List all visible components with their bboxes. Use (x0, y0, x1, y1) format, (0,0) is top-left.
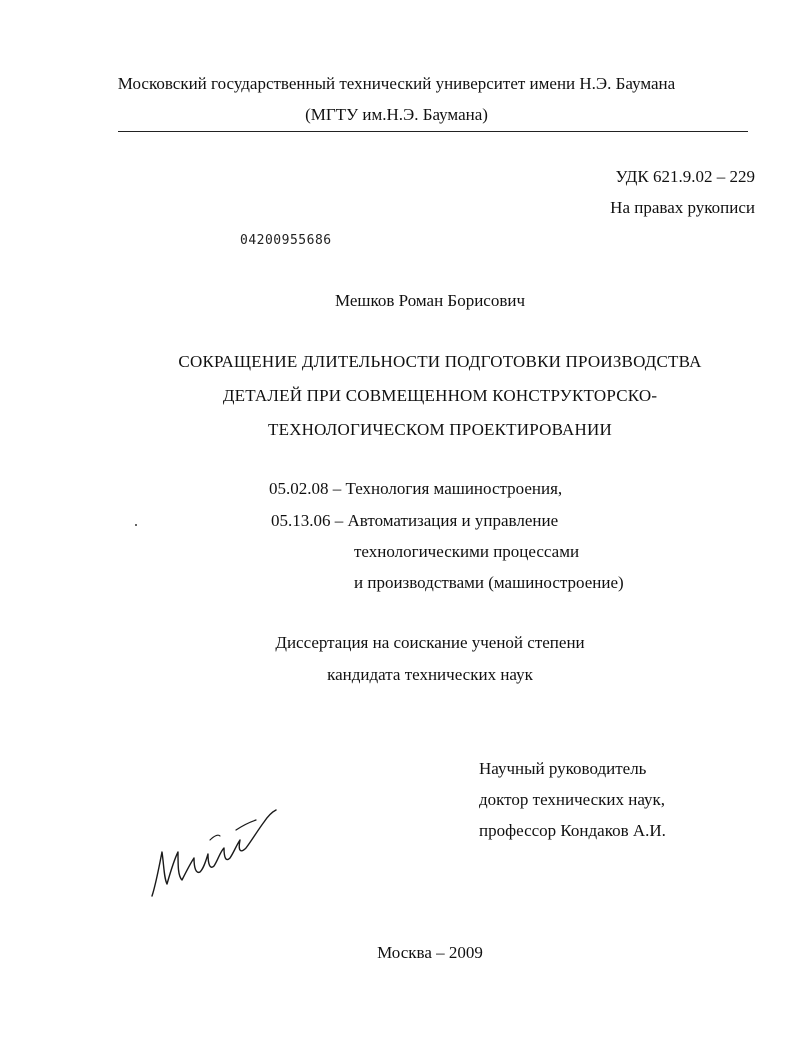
author-signature (140, 800, 290, 905)
specialty-2-continued: технологическими процессами (354, 542, 580, 561)
udc-code: УДК 621.9.02 – 229 (615, 167, 755, 186)
specialty-1: 05.02.08 – Технология машиностроения, (269, 479, 563, 498)
degree-line-2: кандидата технических наук (327, 665, 533, 684)
rights-note: На правах рукописи (610, 198, 755, 217)
title-line: СОКРАЩЕНИЕ ДЛИТЕЛЬНОСТИ ПОДГОТОВКИ ПРОИЗВОДСТВА (178, 352, 702, 371)
university-short-name: (МГТУ им.Н.Э. Баумана) (305, 105, 488, 124)
title-line: ТЕХНОЛОГИЧЕСКОМ ПРОЕКТИРОВАНИИ (268, 420, 612, 439)
degree-line-1: Диссертация на соискание ученой степени (275, 633, 585, 652)
title-line: ДЕТАЛЕЙ ПРИ СОВМЕЩЕННОМ КОНСТРУКТОРСКО- (222, 386, 658, 405)
university-full-name: Московский государственный технический университет имени Н.Э. Баумана (117, 74, 676, 93)
author-name: Мешков Роман Борисович (334, 291, 526, 310)
supervisor-name: профессор Кондаков А.И. (479, 821, 666, 840)
scan-speck (135, 524, 137, 526)
dissertation-title (0, 345, 793, 447)
header-divider (118, 131, 748, 132)
specialty-2-continued: и производствами (машиностроение) (354, 573, 624, 592)
supervisor-degree: доктор технических наук, (479, 790, 666, 809)
supervisor-title: Научный руководитель (479, 759, 647, 778)
city-year: Москва – 2009 (377, 943, 483, 962)
library-stamp-number: 04200955686 (240, 233, 332, 248)
specialty-2: 05.13.06 – Автоматизация и управление (271, 511, 559, 530)
